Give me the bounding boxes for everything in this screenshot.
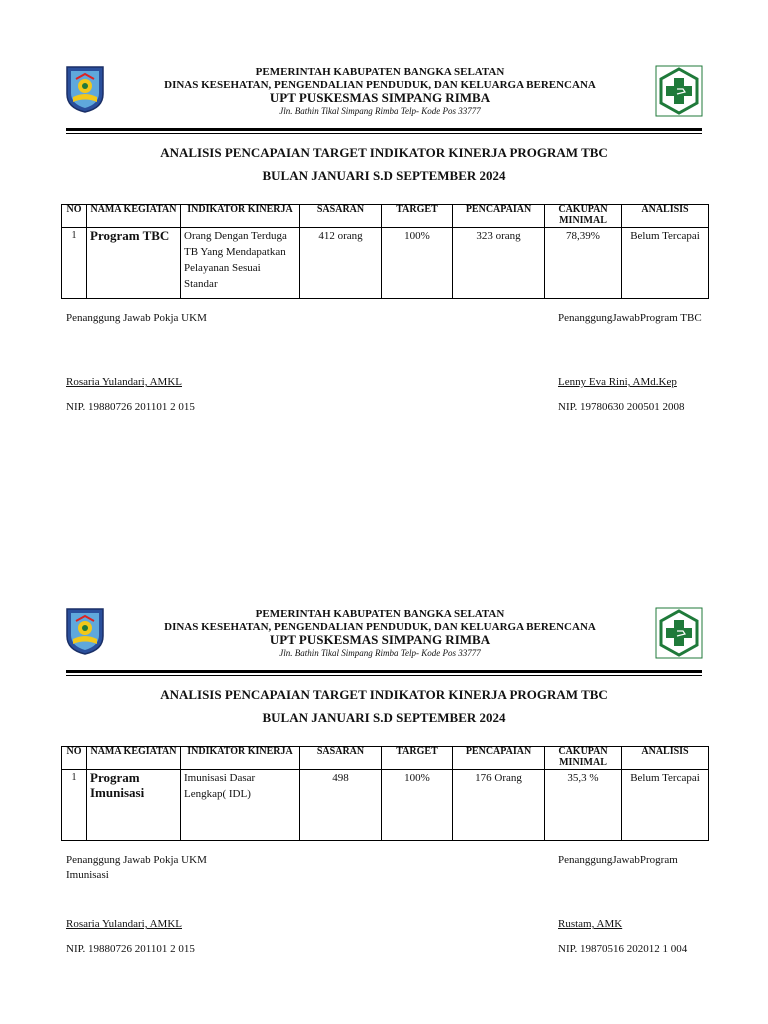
letterhead-rule-thin <box>66 133 702 134</box>
header-indikator: INDIKATOR KINERJA <box>181 205 300 228</box>
letterhead-line-1: PEMERINTAH KABUPATEN BANGKA SELATAN <box>255 66 505 78</box>
header-indikator: INDIKATOR KINERJA <box>181 747 300 770</box>
letterhead-line-2: DINAS KESEHATAN, PENGENDALIAN PENDUDUK, DAN KELUARGA BERENCANA <box>164 620 596 633</box>
header-analisis: ANALISIS <box>622 747 709 770</box>
header-cakupan: CAKUPAN MINIMAL <box>545 747 622 770</box>
regency-emblem-icon <box>64 64 106 114</box>
header-sasaran: SASARAN <box>300 205 382 228</box>
signatory-right-nip: NIP. 19780630 200501 2008 <box>558 401 685 413</box>
performance-table <box>61 204 709 299</box>
cell-cakupan: 78,39% <box>545 228 622 299</box>
cell-pencapaian: 323 orang <box>453 228 545 299</box>
letterhead-address: Jln. Bathin Tikal Simpang Rimba Telp- Kode Pos 33777 <box>279 106 481 117</box>
table-row <box>62 228 709 299</box>
header-pencapaian: PENCAPAIAN <box>453 747 545 770</box>
letterhead-rule-thick <box>66 670 702 673</box>
signatory-left-name: Rosaria Yulandari, AMKL <box>66 376 182 388</box>
signatory-left-nip: NIP. 19880726 201101 2 015 <box>66 943 195 955</box>
letterhead <box>110 608 650 659</box>
cell-indikator: Imunisasi Dasar Lengkap( IDL) <box>181 770 300 841</box>
signatory-right-nip: NIP. 19870516 202012 1 004 <box>558 943 688 955</box>
letterhead-address: Jln. Bathin Tikal Simpang Rimba Telp- Kode Pos 33777 <box>279 648 481 659</box>
letterhead <box>110 66 650 117</box>
letterhead-rule-thin <box>66 675 702 676</box>
puskesmas-cross-logo-icon <box>655 65 703 117</box>
header-kegiatan: NAMA KEGIATAN <box>87 747 181 770</box>
report-period: BULAN JANUARI S.D SEPTEMBER 2024 <box>262 710 506 725</box>
cell-kegiatan: Program Imunisasi <box>87 770 181 841</box>
cell-no: 1 <box>62 228 87 299</box>
cell-pencapaian: 176 Orang <box>453 770 545 841</box>
signatory-right-name: Rustam, AMK <box>558 918 623 930</box>
cell-no: 1 <box>62 770 87 841</box>
letterhead-line-3: UPT PUSKESMAS SIMPANG RIMBA <box>269 632 491 648</box>
signatory-left-role: Penanggung Jawab Pokja UKM <box>66 312 207 324</box>
letterhead-line-3: UPT PUSKESMAS SIMPANG RIMBA <box>269 90 491 106</box>
header-cakupan: CAKUPAN MINIMAL <box>545 205 622 228</box>
cell-kegiatan: Program TBC <box>87 228 181 299</box>
performance-table <box>61 746 709 841</box>
header-target: TARGET <box>382 747 453 770</box>
header-analisis: ANALISIS <box>622 205 709 228</box>
signatory-right-role: PenanggungJawabProgram TBC <box>558 312 702 324</box>
header-no: NO <box>62 747 87 770</box>
table-header-row <box>62 747 709 770</box>
header-target: TARGET <box>382 205 453 228</box>
header-pencapaian: PENCAPAIAN <box>453 205 545 228</box>
signatory-left-nip: NIP. 19880726 201101 2 015 <box>66 401 195 413</box>
table-header-row <box>62 205 709 228</box>
header-no: NO <box>62 205 87 228</box>
letterhead-line-2: DINAS KESEHATAN, PENGENDALIAN PENDUDUK, DAN KELUARGA BERENCANA <box>164 78 596 91</box>
report-title: ANALISIS PENCAPAIAN TARGET INDIKATOR KINERJA PROGRAM TBC <box>160 145 608 160</box>
report-period: BULAN JANUARI S.D SEPTEMBER 2024 <box>262 168 506 183</box>
cell-cakupan: 35,3 % <box>545 770 622 841</box>
puskesmas-cross-logo-icon <box>655 607 703 659</box>
cell-sasaran: 498 <box>300 770 382 841</box>
signatory-left-role-line-2: Imunisasi <box>66 869 109 881</box>
header-sasaran: SASARAN <box>300 747 382 770</box>
cell-analisis: Belum Tercapai <box>622 770 709 841</box>
cell-analisis: Belum Tercapai <box>622 228 709 299</box>
signatory-right-name: Lenny Eva Rini, AMd.Kep <box>558 376 677 388</box>
cell-sasaran: 412 orang <box>300 228 382 299</box>
cell-target: 100% <box>382 770 453 841</box>
cell-indikator: Orang Dengan Terduga TB Yang Mendapatkan Pelayanan Sesuai Standar <box>181 228 300 299</box>
header-kegiatan: NAMA KEGIATAN <box>87 205 181 228</box>
signatory-left-name: Rosaria Yulandari, AMKL <box>66 918 182 930</box>
signatory-left-role: Penanggung Jawab Pokja UKM <box>66 854 207 866</box>
table-row <box>62 770 709 841</box>
report-title: ANALISIS PENCAPAIAN TARGET INDIKATOR KINERJA PROGRAM TBC <box>160 687 608 702</box>
letterhead-rule-thick <box>66 128 702 131</box>
cell-target: 100% <box>382 228 453 299</box>
signatory-right-role: PenanggungJawabProgram <box>558 854 678 866</box>
regency-emblem-icon <box>64 606 106 656</box>
letterhead-line-1: PEMERINTAH KABUPATEN BANGKA SELATAN <box>255 608 505 620</box>
